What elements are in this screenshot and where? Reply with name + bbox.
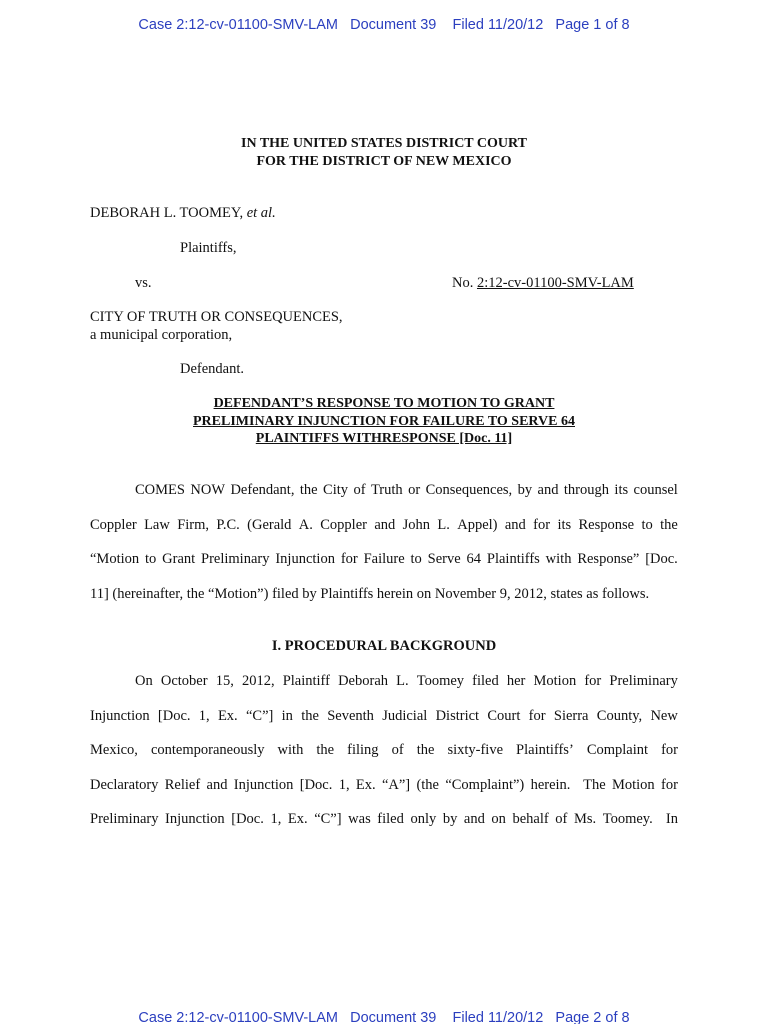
case-number: 2:12-cv-01100-SMV-LAM bbox=[476, 275, 634, 291]
defendant-description: a municipal corporation, bbox=[90, 327, 233, 343]
paragraph-line: 11] (hereinafter, the “Motion”) filed by Plaintiffs herein on November 9, 2012, states as follows. bbox=[90, 585, 650, 602]
filing-page-number: Page 1 of 8 bbox=[555, 17, 630, 33]
paragraph-line: Coppler Law Firm, P.C. (Gerald A. Coppler and John L. Appel) and for its Response to the bbox=[90, 516, 678, 533]
section-heading: I. PROCEDURAL BACKGROUND bbox=[271, 638, 497, 654]
filing-document-number: Document 39 bbox=[350, 17, 437, 33]
motion-title bbox=[0, 395, 768, 448]
paragraph-line: Mexico, contemporaneously with the filing of the sixty-five Plaintiffs’ Complaint for bbox=[90, 742, 678, 759]
footer-document-number: Document 39 bbox=[350, 1010, 437, 1024]
footer-page-number: Page 2 of 8 bbox=[555, 1010, 630, 1024]
plaintiff-name-text: DEBORAH L. TOOMEY, bbox=[90, 205, 247, 221]
intro-paragraph bbox=[90, 481, 678, 619]
court-title-line-2: FOR THE DISTRICT OF NEW MEXICO bbox=[256, 154, 512, 169]
filing-case-number: Case 2:12-cv-01100-SMV-LAM bbox=[138, 17, 339, 33]
defendant-name: CITY OF TRUTH OR CONSEQUENCES, bbox=[90, 309, 343, 325]
paragraph-line: COMES NOW Defendant, the City of Truth or Consequences, by and through its counsel bbox=[135, 482, 678, 498]
motion-title-line-2: PRELIMINARY INJUNCTION FOR FAILURE TO SERVE 64 bbox=[193, 413, 575, 429]
paragraph-line: “Motion to Grant Preliminary Injunction for Failure to Serve 64 Plaintiffs with Response” [Doc. bbox=[90, 551, 678, 568]
footer-filing-date: Filed 11/20/12 bbox=[452, 1010, 544, 1024]
case-number-line bbox=[452, 274, 634, 292]
court-title bbox=[0, 135, 768, 171]
case-number-label: No. bbox=[452, 275, 477, 291]
plaintiffs-label: Plaintiffs, bbox=[180, 240, 237, 256]
paragraph-line: Declaratory Relief and Injunction [Doc. 1, Ex. “A”] (the “Complaint”) herein. The Motion for bbox=[90, 776, 678, 793]
filing-header bbox=[0, 17, 768, 33]
plaintiff-et-al: et al. bbox=[246, 205, 276, 221]
court-title-line-1: IN THE UNITED STATES DISTRICT COURT bbox=[241, 136, 527, 151]
footer-case-number: Case 2:12-cv-01100-SMV-LAM bbox=[138, 1010, 339, 1024]
procedural-background-paragraph bbox=[90, 672, 678, 845]
defendant-label: Defendant. bbox=[180, 361, 245, 377]
motion-title-line-1: DEFENDANT’S RESPONSE TO MOTION TO GRANT bbox=[213, 396, 555, 411]
paragraph-line: On October 15, 2012, Plaintiff Deborah L. Toomey filed her Motion for Preliminary bbox=[135, 673, 678, 689]
plaintiff-name bbox=[90, 204, 276, 222]
paragraph-line: Injunction [Doc. 1, Ex. “C”] in the Seventh Judicial District Court for Sierra County, New bbox=[90, 707, 678, 724]
versus-label: vs. bbox=[135, 275, 152, 291]
motion-title-line-3: PLAINTIFFS WITHRESPONSE [Doc. 11] bbox=[255, 431, 513, 446]
paragraph-line: Preliminary Injunction [Doc. 1, Ex. “C”] was filed only by and on behalf of Ms. Toomey. In bbox=[90, 811, 678, 828]
filing-date: Filed 11/20/12 bbox=[452, 17, 544, 33]
filing-footer bbox=[0, 1010, 768, 1024]
